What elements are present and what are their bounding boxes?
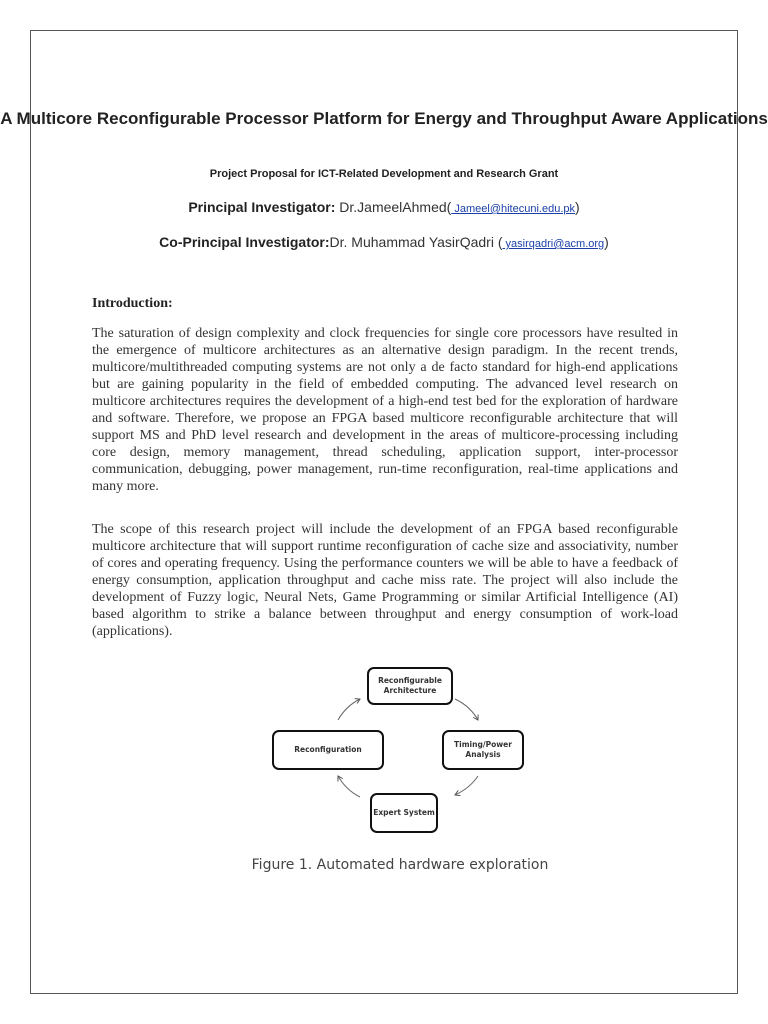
paren: ) bbox=[604, 234, 609, 250]
investigator-name: Dr. Muhammad YasirQadri ( bbox=[329, 234, 503, 250]
email-link[interactable]: yasirqadri@acm.org bbox=[502, 238, 605, 250]
arrow bbox=[338, 699, 360, 720]
role-label: Co-Principal Investigator: bbox=[159, 234, 330, 250]
node-reconfigurable-architecture: Reconfigurable Architecture bbox=[367, 667, 453, 705]
document-title: A Multicore Reconfigurable Processor Platform for Energy and Throughput Aware Applications bbox=[0, 109, 768, 128]
node-expert-system: Expert System bbox=[370, 793, 438, 833]
arrow bbox=[338, 776, 360, 797]
email-link[interactable]: Jameel@hitecuni.edu.pk bbox=[451, 203, 575, 215]
section-heading: Introduction: bbox=[92, 296, 173, 311]
investigator-name: Dr.JameelAhmed( bbox=[335, 199, 452, 215]
figure-diagram bbox=[260, 660, 530, 840]
node-reconfiguration: Reconfiguration bbox=[272, 730, 384, 770]
node-timing-power-analysis: Timing/Power Analysis bbox=[442, 730, 524, 770]
paragraph: The scope of this research project will include the development of an FPGA based reconfigurable multicore architecture that will support runtime reconfiguration of cache size and associativity, number of cores and operating frequency. Using the performance counters we will be able to have a feedback of energy consumption, application throughput and cache miss rate. The project will also include the development of Fuzzy logic, Neural Nets, Game Programming or similar Artificial Intelligence (AI) based algorithm to strike a balance between throughput and energy consumption of work-load (applications). bbox=[92, 522, 678, 639]
document-subtitle: Project Proposal for ICT-Related Development and Research Grant bbox=[209, 168, 559, 180]
paren: ) bbox=[575, 199, 580, 215]
co-principal-investigator bbox=[0, 234, 768, 250]
role-label: Principal Investigator: bbox=[188, 199, 336, 215]
principal-investigator bbox=[0, 199, 768, 215]
arrow bbox=[455, 699, 478, 720]
paragraph: The saturation of design complexity and clock frequencies for single core processors have resulted in the emergence of multicore architectures as an alternative design paradigm. In the recent trends, multicore/multithreaded computing systems are not only a de facto standard for high-end applications but are gaining popularity in the field of embedded computing. The advanced level research on multicore architectures requires the development of a high-end test bed for the exploration of hardware and software. Therefore, we propose an FPGA based multicore reconfigurable architecture that will support MS and PhD level research and development in the areas of multicore-processing including core design, memory management, thread scheduling, application support, inter-processor communication, debugging, power management, run-time reconfiguration, real-time applications and many more. bbox=[92, 326, 678, 494]
figure-caption: Figure 1. Automated hardware exploration bbox=[251, 857, 549, 873]
arrow bbox=[455, 776, 478, 795]
